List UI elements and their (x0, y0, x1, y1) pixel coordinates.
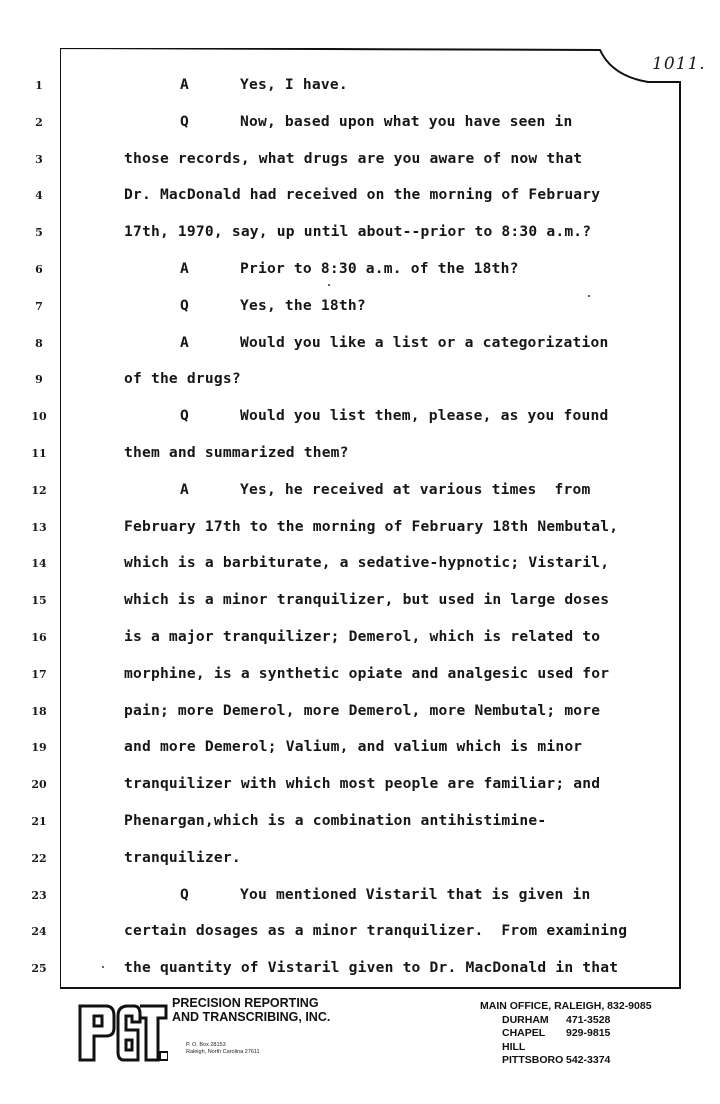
transcript-line (124, 591, 609, 608)
speaker-label: Q (180, 112, 189, 130)
line-text: Yes, the 18th? (240, 296, 366, 314)
office-row (480, 1054, 652, 1068)
transcript-line (124, 628, 600, 645)
line-number: 19 (31, 741, 47, 755)
address-line1: P. O. Box 28153 (186, 1042, 226, 1048)
line-number: 2 (35, 115, 43, 129)
line-number: 15 (31, 594, 47, 608)
transcript-line (124, 186, 600, 203)
office-name: DURHAM (502, 1013, 549, 1026)
transcript-line (124, 370, 241, 387)
line-text: those records, what drugs are you aware of now that (124, 149, 583, 167)
line-number: 8 (35, 336, 43, 350)
line-text: Would you like a list or a categorization (240, 333, 609, 351)
page-number-stamp: 1011. (652, 54, 706, 74)
line-text: Dr. MacDonald had received on the morning of February (124, 186, 601, 204)
line-number: 1 (35, 79, 43, 92)
speaker-label: A (180, 76, 189, 93)
line-number: 13 (31, 520, 47, 534)
transcript-line (124, 922, 627, 939)
line-number: 17 (31, 667, 47, 681)
transcript-line (124, 959, 618, 976)
line-text: morphine, is a synthetic opiate and analgesic used for (124, 664, 610, 682)
speaker-label: A (180, 480, 189, 498)
speaker-label: Q (180, 296, 189, 314)
transcript-line (180, 334, 608, 351)
line-text: 17th, 1970, say, up until about--prior to 8:30 a.m.? (124, 223, 592, 241)
transcript-line (124, 775, 600, 792)
line-number: 25 (31, 962, 47, 976)
company-address (186, 1042, 260, 1056)
line-text: is a major tranquilizer; Demerol, which is related to (124, 628, 601, 645)
line-number: 23 (31, 888, 47, 902)
transcript-line (124, 223, 591, 240)
speaker-label: A (180, 260, 189, 277)
line-text: Would you list them, please, as you found (240, 407, 609, 425)
line-text: Prior to 8:30 a.m. of the 18th? (240, 260, 519, 277)
line-text: tranquilizer. (124, 848, 241, 866)
company-logo (76, 1000, 168, 1066)
line-text: which is a minor tranquilizer, but used in large doses (124, 591, 610, 609)
office-phone: 542-3374 (566, 1054, 611, 1066)
line-text: tranquilizer with which most people are familiar; and (124, 775, 601, 793)
line-text: Phenargan,which is a combination antihistimine- (124, 812, 547, 829)
line-number: 14 (31, 557, 47, 571)
line-number: 18 (31, 704, 47, 718)
transcript-line (124, 518, 618, 535)
transcript-line (124, 150, 582, 167)
scan-speck (328, 284, 330, 286)
transcript-line (124, 702, 600, 719)
transcript-line (180, 76, 348, 93)
transcript-line (180, 481, 590, 498)
line-text: Yes, he received at various times from (240, 480, 591, 498)
office-name: CHAPEL HILL (502, 1027, 545, 1053)
line-number: 9 (35, 373, 43, 387)
transcript-line (124, 554, 609, 571)
line-text: certain dosages as a minor tranquilizer. From examining (124, 922, 628, 940)
line-number: 5 (35, 226, 43, 240)
company-name (172, 996, 330, 1024)
transcript-line (180, 886, 590, 903)
scan-speck (102, 966, 104, 968)
line-number: 24 (31, 925, 47, 939)
line-number: 16 (31, 631, 47, 644)
line-number: 21 (31, 815, 47, 828)
line-number: 22 (31, 851, 47, 865)
line-number: 3 (35, 152, 43, 166)
line-number: 7 (35, 299, 43, 313)
line-number: 20 (31, 778, 47, 792)
speaker-label: Q (180, 885, 189, 903)
transcript-line (124, 849, 241, 866)
line-text: and more Demerol; Valium, and valium which is minor (124, 738, 583, 756)
speaker-label: A (180, 333, 189, 351)
office-phone: 832-9085 (607, 1000, 652, 1012)
line-number: 11 (31, 447, 47, 460)
office-name: MAIN OFFICE, RALEIGH, (480, 1000, 605, 1012)
company-name-line2: AND TRANSCRIBING, INC. (172, 1010, 331, 1024)
line-text: which is a barbiturate, a sedative-hypnotic; Vistaril, (124, 554, 610, 572)
office-row-main (480, 1000, 652, 1014)
transcript-line (124, 444, 349, 461)
line-text: You mentioned Vistaril that is given in (240, 885, 591, 903)
office-name: PITTSBORO (502, 1054, 564, 1066)
line-text: them and summarized them? (124, 444, 349, 461)
transcript-line (124, 812, 546, 829)
line-text: Yes, I have. (240, 76, 348, 93)
line-text: the quantity of Vistaril given to Dr. MacDonald in that (124, 959, 619, 977)
line-number: 4 (35, 189, 43, 203)
company-name-line1: PRECISION REPORTING (172, 996, 319, 1010)
transcript-line (180, 297, 366, 314)
scan-speck (588, 295, 590, 297)
transcript-line (124, 665, 609, 682)
line-number: 12 (31, 483, 47, 497)
address-line2: Raleigh, North Carolina 27611 (186, 1049, 260, 1055)
line-text: February 17th to the morning of February 18th Nembutal, (124, 517, 619, 535)
office-row (480, 1014, 652, 1028)
office-row (480, 1027, 652, 1054)
line-text: pain; more Demerol, more Demerol, more Nembutal; more (124, 701, 601, 719)
transcript-line (180, 113, 573, 130)
transcript-line (180, 260, 519, 277)
office-phone: 929-9815 (566, 1027, 611, 1039)
office-list (480, 1000, 652, 1068)
line-number: 10 (31, 410, 47, 424)
speaker-label: Q (180, 407, 189, 425)
line-text: of the drugs? (124, 370, 241, 388)
line-number: 6 (35, 263, 43, 276)
transcript-line (180, 407, 608, 424)
office-phone: 471-3528 (566, 1013, 611, 1026)
transcript-line (124, 738, 582, 755)
line-text: Now, based upon what you have seen in (240, 112, 573, 130)
